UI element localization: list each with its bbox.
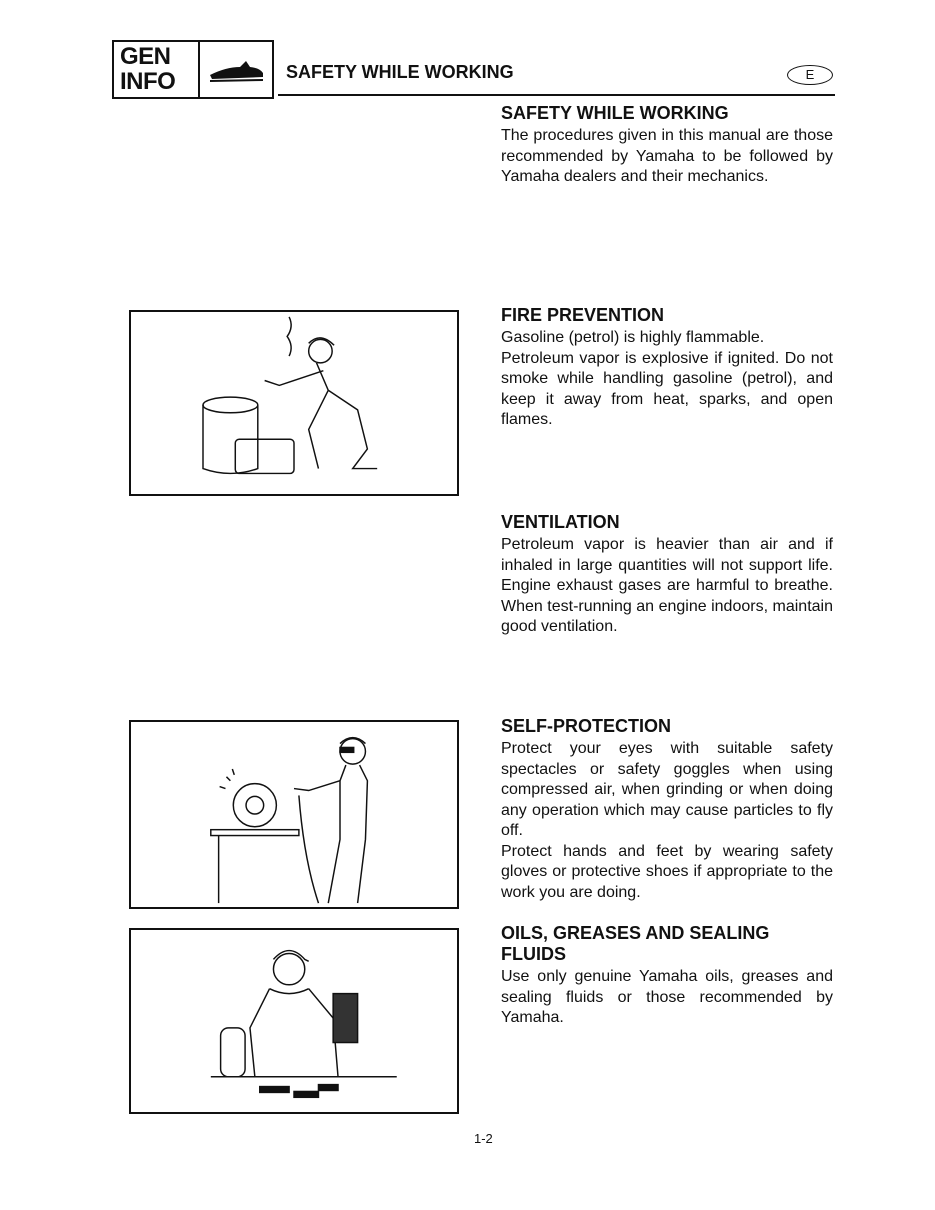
paragraph: The procedures given in this manual are those recommended by Yamaha to be followed by Yamaha dealers and their mechanics.	[501, 127, 833, 185]
language-badge: E	[787, 65, 833, 85]
section-fire-prevention	[501, 305, 833, 431]
section-ventilation	[501, 512, 833, 638]
self-protection-illustration	[129, 720, 459, 909]
section-title: VENTILATION	[501, 512, 620, 532]
paragraph: Petroleum vapor is explosive if ignited. Do not smoke while handling gasoline (petrol), and keep it away from heat, sparks, and open flames.	[501, 349, 833, 428]
header-title: SAFETY WHILE WORKING	[286, 62, 514, 82]
section-title: FIRE PREVENTION	[501, 305, 665, 325]
paragraph: Protect hands and feet by wearing safety gloves or protective shoes if appropriate to the work you are doing.	[501, 842, 833, 901]
page-number: 1-2	[474, 1131, 493, 1146]
oils-greases-illustration	[129, 928, 459, 1114]
section-tab	[112, 40, 274, 99]
section-safety	[501, 103, 833, 188]
paragraph: Petroleum vapor is heavier than air and if inhaled in large quantities will not support life. Engine exhaust gases are harmful to breathe. When test-running an engine indoors, maintain good ventilation.	[501, 536, 833, 635]
fire-prevention-illustration	[129, 310, 459, 496]
section-title: SAFETY WHILE WORKING	[501, 103, 729, 123]
paragraph: Protect your eyes with suitable safety spectacles or safety goggles when using compressed air, when grinding or when doing any operation which may cause particles to fly off.	[501, 740, 833, 839]
section-self-protection	[501, 716, 833, 903]
section-title: SELF-PROTECTION	[501, 716, 671, 736]
paragraph: Gasoline (petrol) is highly flammable.	[501, 329, 765, 346]
watercraft-icon	[200, 42, 272, 97]
section-title: OILS, GREASES AND SEALING FLUIDS	[501, 923, 770, 964]
header-rule	[278, 94, 835, 96]
paragraph: Use only genuine Yamaha oils, greases and sealing fluids or those recommended by Yamaha.	[501, 968, 833, 1026]
tab-info: INFO	[120, 68, 176, 95]
section-oils	[501, 923, 833, 1029]
tab-gen: GEN	[120, 43, 171, 70]
